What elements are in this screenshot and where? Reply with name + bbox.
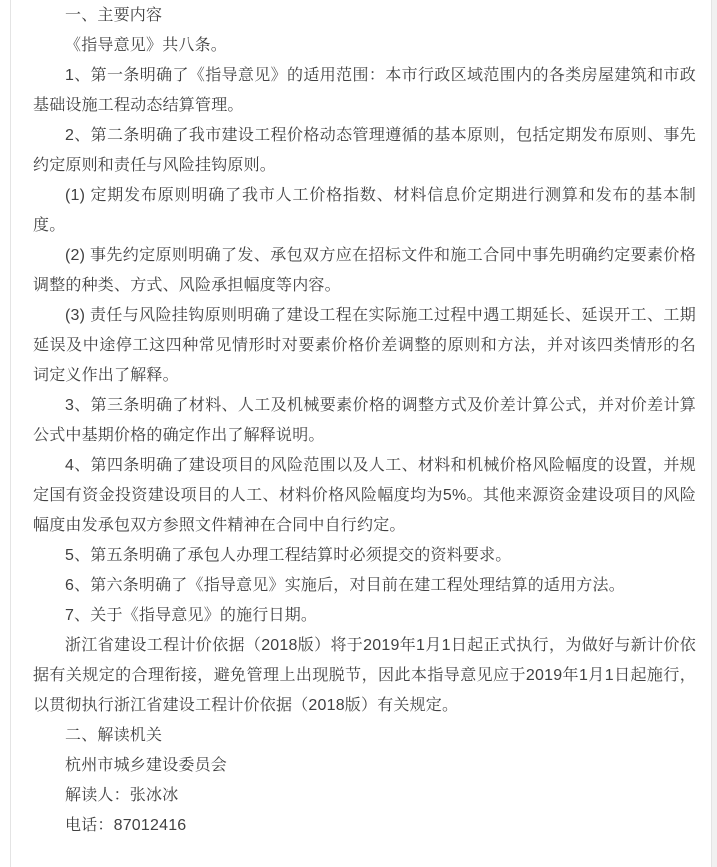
article-body — [10, 0, 712, 867]
interpreting-agency: 杭州市城乡建设委员会 — [65, 757, 228, 774]
paragraph: (3) 责任与风险挂钩原则明确了建设工程在实际施工过程中遇工期延长、延误开工、工期延误及中途停工这四种常见情形时对要素价格价差调整的原则和方法，并对该四类情形的名词定义作出了解释。 — [33, 307, 696, 384]
paragraph: 浙江省建设工程计价依据（2018版）将于2019年1月1日起正式执行，为做好与新计价依据有关规定的合理衔接，避免管理上出现脱节，因此本指导意见应于2019年1月1日起施行，以贯彻执行浙江省建设工程计价依据（2018版）有关规定。 — [33, 637, 696, 714]
paragraph: 《指导意见》共八条。 — [65, 37, 228, 54]
paragraph: 7、关于《指导意见》的施行日期。 — [65, 607, 318, 624]
paragraph: (2) 事先约定原则明确了发、承包双方应在招标文件和施工合同中事先明确约定要素价格调整的种类、方式、风险承担幅度等内容。 — [33, 247, 696, 294]
contact-phone: 电话：87012416 — [65, 817, 187, 834]
paragraph: 6、第六条明确了《指导意见》实施后，对目前在建工程处理结算的适用方法。 — [65, 577, 625, 594]
paragraph: 1、第一条明确了《指导意见》的适用范围：本市行政区域范围内的各类房屋建筑和市政基础设施工程动态结算管理。 — [33, 67, 696, 114]
interpreter-name: 解读人：张冰冰 — [65, 787, 179, 804]
section-1-heading: 一、主要内容 — [65, 7, 163, 24]
paragraph: (1) 定期发布原则明确了我市人工价格指数、材料信息价定期进行测算和发布的基本制度。 — [33, 187, 696, 234]
paragraph: 2、第二条明确了我市建设工程价格动态管理遵循的基本原则，包括定期发布原则、事先约定原则和责任与风险挂钩原则。 — [33, 127, 696, 174]
page-right-gutter — [712, 0, 717, 867]
paragraph: 5、第五条明确了承包人办理工程结算时必须提交的资料要求。 — [65, 547, 512, 564]
section-2-heading: 二、解读机关 — [65, 727, 163, 744]
paragraph: 4、第四条明确了建设项目的风险范围以及人工、材料和机械价格风险幅度的设置，并规定国有资金投资建设项目的人工、材料价格风险幅度均为5%。其他来源资金建设项目的风险幅度由发承包双方参照文件精神在合同中自行约定。 — [33, 457, 696, 534]
paragraph: 3、第三条明确了材料、人工及机械要素价格的调整方式及价差计算公式，并对价差计算公式中基期价格的确定作出了解释说明。 — [33, 397, 696, 444]
